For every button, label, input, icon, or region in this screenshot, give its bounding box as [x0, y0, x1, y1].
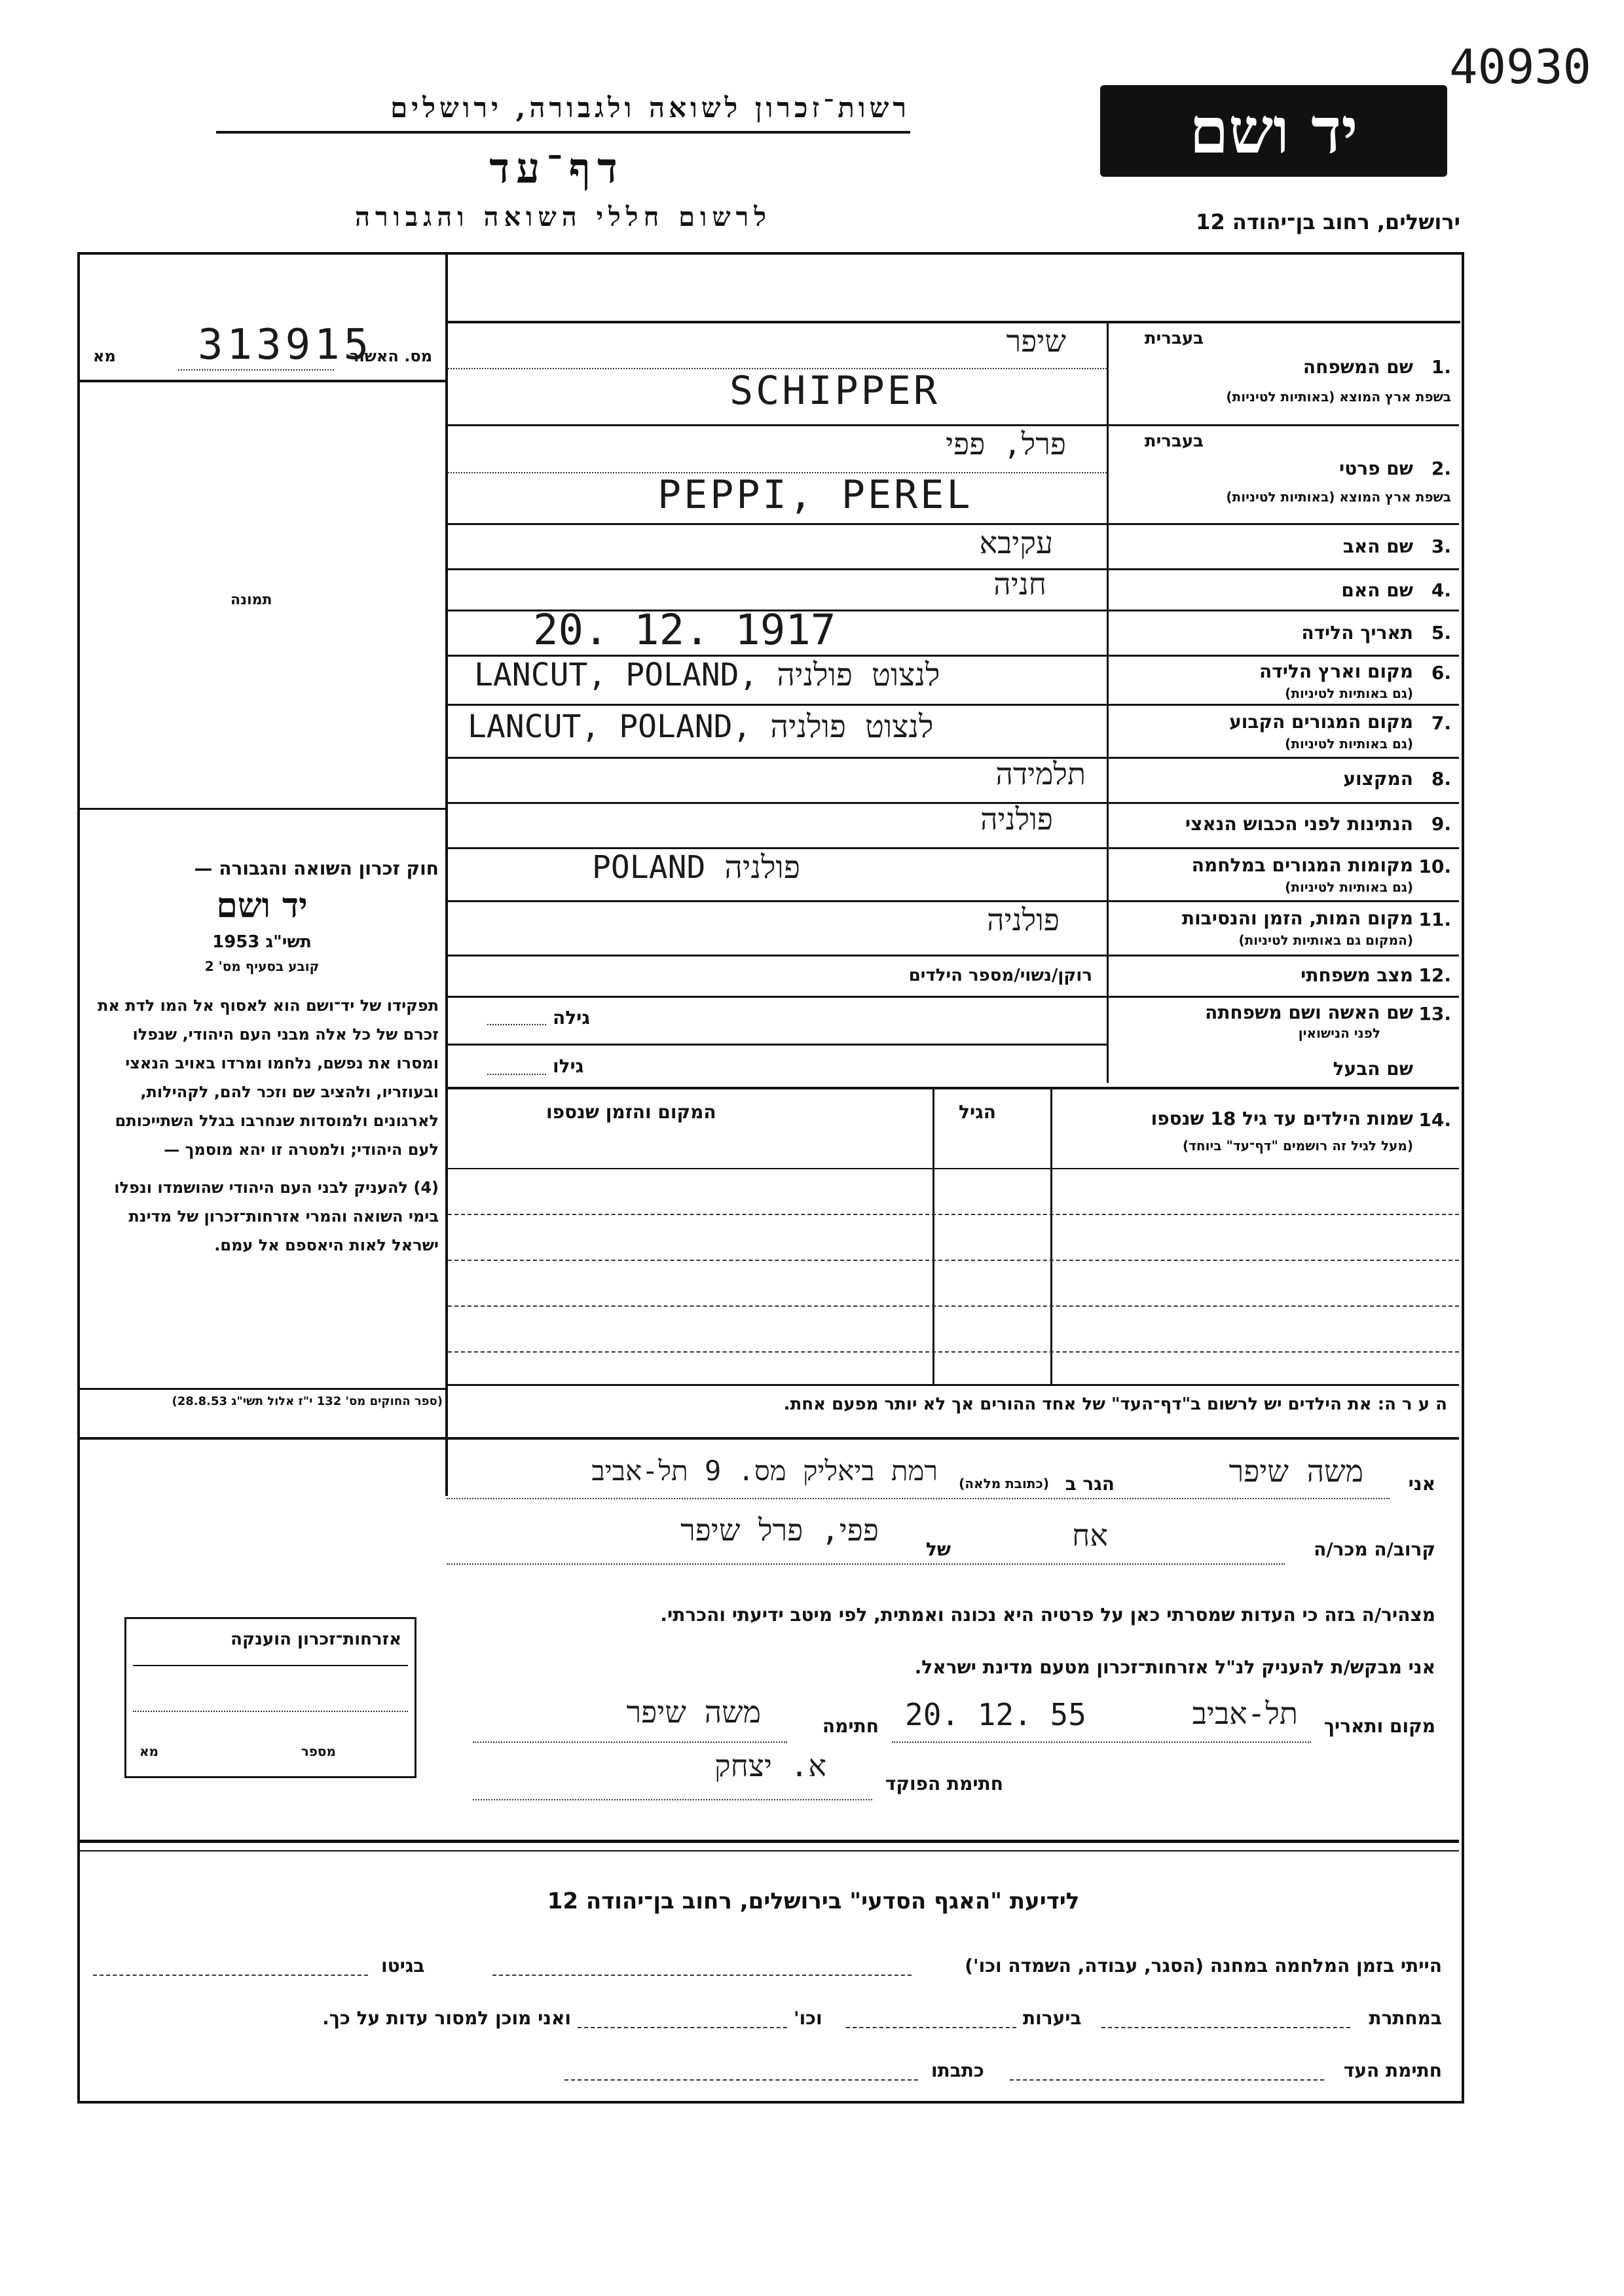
declarant-address: רמת ביאליק מס. 9 תל-אביב [591, 1455, 938, 1487]
field-nationality: 9. הנתינות לפני הכבוש הנאצי פולניה [980, 801, 1451, 837]
field-first-name: בעברית 2. שם פרטי בשפת ארץ המוצא (באותיות לטיניות) פרל, פפי PEPPI, PEREL [448, 426, 1459, 523]
declarant-name: משה שיפר [1228, 1453, 1363, 1489]
archive-number: 40930 [1449, 39, 1591, 94]
law-section: חוק זכרון השואה והגבורה — יד ושם תשי"ג 1953 קובע בסעיף מס' 2 תפקידו של יד־ושם הוא לאסוף אל המו לדת את זכרם של כל אלה מבני העם היהודי, שנפלו ומסרו את נפשם, נלחמו ומרדו באויב הנאצי ובעוזריו, ולהציב שם וזכר להם, לקהילות, לארגונים ולמוסדות שנחרבו בגלל השתייכותם לעם היהודי; ולמטרה זו יהא מוסמך — (4) להעניק לבני העם היהודי שהושמדו ונפלו בימי השואה והמרי אזרחות־זכרון של מדינת ישראל לאות היאספם אל עמם. [97, 858, 439, 1254]
field-father-name: 3. שם האב עקיבא [979, 525, 1451, 560]
field-war-residence: 10. מקומות המגורים במלחמה (גם באותיות לטיניות) POLAND פולניה [592, 849, 1451, 895]
first-name-hebrew: פרל, פפי [946, 426, 1066, 462]
photo-area: תמונה [231, 592, 272, 608]
registration-number: 313915 [198, 321, 373, 369]
authority-title: רשות־זכרון לשואה ולגבורה, ירושלים [390, 92, 910, 124]
law-reference: (ספר החוקים מס' 132 י"ז אלול תשי"ג 28.8.53) [172, 1394, 443, 1408]
form-subtitle: לרשום חללי השואה והגבורה [354, 202, 772, 232]
first-name-latin: PEPPI, PEREL [657, 472, 973, 518]
citizenship-box: אזרחות־זכרון הוענקה מספר מא [124, 1617, 416, 1778]
bottom-section: לידיעת "האגף הסדעי" בירושלים, רחוב בן־יהודה 12 הייתי בזמן המלחמה במחנה (הסגר, עבודה, השמדה וכו') בגיטו במחתרת ביערות וכו' ואני מוכן למסור עדות על כך. חתימת העד כתבתו [80, 1853, 1455, 2095]
field-residence: 7. מקום המגורים הקבוע (גם באותיות לטיניות) LANCUT, POLAND, לנצוט פולניה [468, 708, 1451, 752]
form-title: דף־עד [489, 144, 624, 193]
children-note: ה ע ר ה: את הילדים יש לרשום ב"דף־העד" של אחד ההורים אך לא יותר מפעם אחת. [783, 1394, 1447, 1414]
family-name-latin: SCHIPPER [729, 368, 940, 414]
yad-vashem-logo: יד ושם [1100, 85, 1447, 177]
header-address: ירושלים, רחוב בן־יהודה 12 [1196, 210, 1460, 234]
birth-date-value: 20. 12. 1917 [533, 606, 836, 655]
field-birth-place: 6. מקום וארץ הלידה (גם באותיות לטיניות) LANCUT, POLAND, לנצוט פולניה [474, 657, 1451, 701]
field-husband-name: שם הבעל גילו [448, 1048, 1459, 1087]
children-table: 14. שמות הילדים עד גיל 18 שנספו (מעל לגיל זה רושמים "דף־עד" ביוחד) הגיל המקום והזמן שנספו [448, 1089, 1459, 1384]
field-wife-name: 13. שם האשה ושם משפחתה לפני הנישואין גילה [448, 998, 1459, 1044]
registration-box: מס. האשור מא 313915 [93, 321, 432, 369]
field-death-place: 11. מקום המות, הזמן והנסיבות (המקום גם באותיות לטיניות) פולניה [987, 902, 1451, 948]
declarant-section: אני משה שיפר הגר ב (כתובת מלאה) רמת ביאליק מס. 9 תל-אביב קרוב/ה מכר/ה אח של פפי, פרל שיפר מצהיר/ה בזה כי העדות שמסרתי כאן על פרטיה היא נכונה ואמתית, לפי מיטב ידיעתי והכרתי. אני מבקש/ת להעניק לנ"ל אזרחות־זכרון מטעם מדינת ישראל. מקום ותאריך תל-אביב 20. 12. 55 חתימה משה שיפר חתימת הפוקד א. יצחק [80, 1440, 1455, 1833]
field-birth-date: 5. תאריך הלידה 20. 12. 1917 [533, 606, 1451, 655]
field-marital-status: 12. מצב משפחתי רוקן/נשוי/מספר הילדים [908, 964, 1451, 986]
field-mother-name: 4. שם האם חניה [993, 566, 1451, 602]
family-name-hebrew: שיפר [1006, 323, 1066, 359]
field-profession: 8. המקצוע תלמידה [995, 756, 1451, 792]
field-family-name: בעברית 1. שם המשפחה בשפת ארץ המוצא (באותיות לטיניות) שיפר SCHIPPER [448, 323, 1459, 424]
